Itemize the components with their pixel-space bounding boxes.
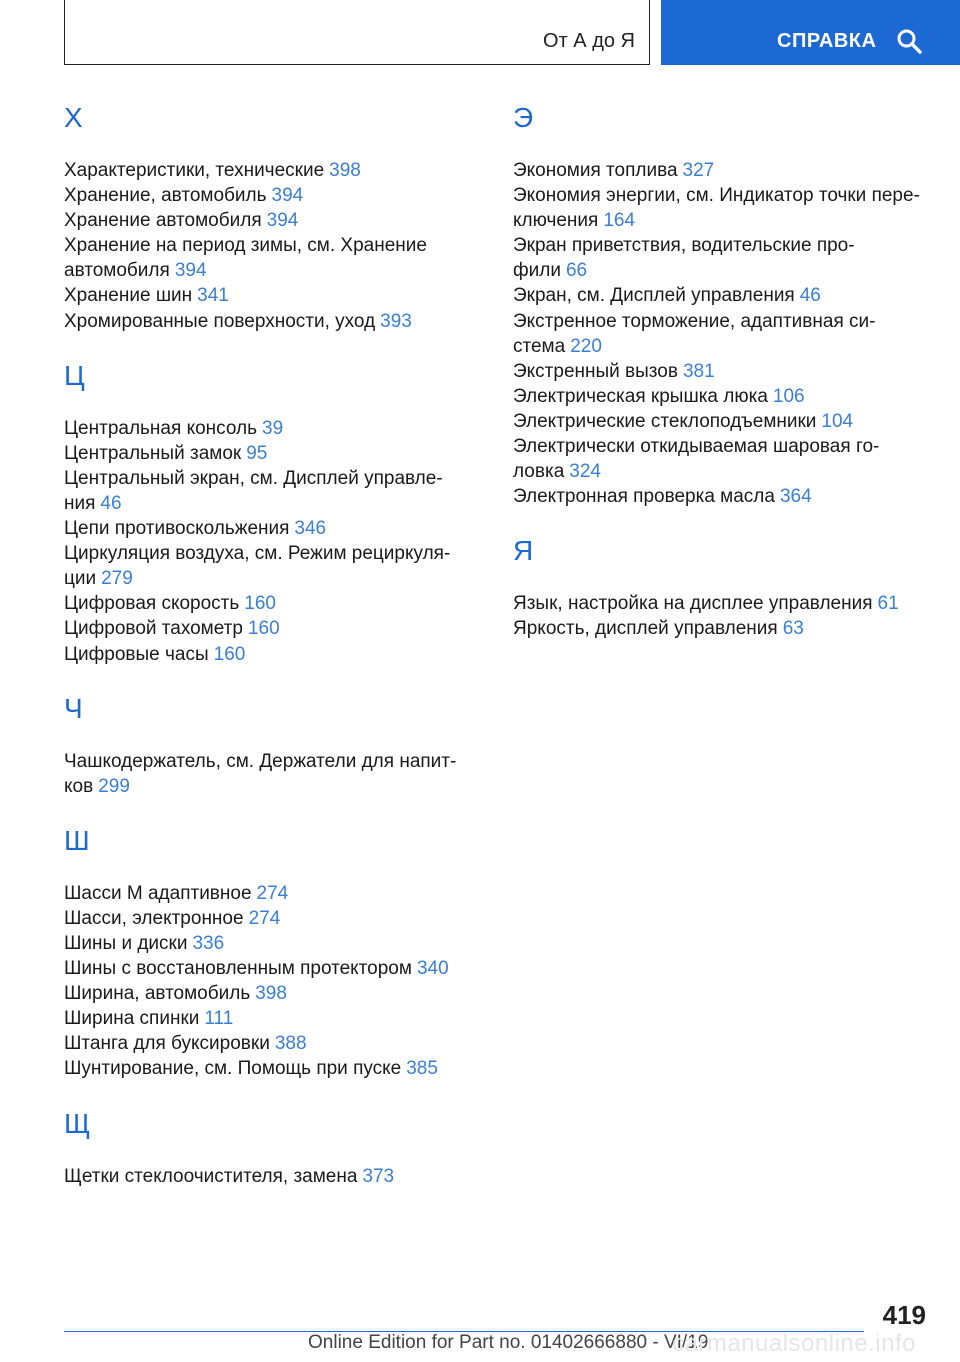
index-section — [64, 821, 464, 1082]
section-letter: Ч — [64, 692, 83, 724]
entry-text: Экран приветствия, водительские про- — [513, 235, 855, 257]
index-entry — [513, 409, 933, 434]
page-number: 419 — [882, 1300, 926, 1330]
index-column-left — [64, 98, 464, 1211]
entry-text: Хранение автомобиля — [64, 210, 262, 232]
entry-continuation — [513, 459, 933, 484]
page-link[interactable]: 336 — [192, 932, 225, 954]
section-letter: Э — [513, 102, 534, 133]
index-section — [64, 356, 464, 667]
index-entry — [513, 233, 933, 283]
section-letter: Ц — [64, 359, 85, 391]
index-entry — [513, 158, 933, 183]
page-link[interactable]: 164 — [603, 210, 636, 232]
page-link[interactable]: 346 — [294, 518, 327, 540]
index-entry — [513, 309, 933, 359]
entry-text: Шины и диски — [64, 932, 188, 954]
watermark: carmanualsonline.info — [672, 1330, 916, 1357]
entry-text: Хранение, автомобиль — [64, 185, 267, 207]
entry-continuation — [513, 258, 933, 283]
entry-continuation — [64, 566, 464, 591]
page-link[interactable]: 394 — [266, 210, 299, 232]
entry-text: Цифровой тахометр — [64, 618, 243, 640]
entry-continuation — [64, 491, 464, 516]
page-link[interactable]: 341 — [197, 285, 229, 307]
index-entry — [64, 516, 464, 541]
index-entry — [513, 183, 933, 233]
page-link[interactable]: 63 — [782, 618, 804, 640]
page-link[interactable]: 106 — [772, 385, 805, 407]
entry-text: Цифровая скорость — [64, 593, 240, 615]
entry-continuation-text: автомобиля — [64, 260, 170, 282]
entry-text: Хранение шин — [64, 285, 193, 307]
page-link[interactable]: 61 — [877, 593, 899, 615]
page-link[interactable]: 274 — [248, 907, 281, 929]
index-entry — [64, 642, 464, 667]
entry-text: Экстренный вызов — [513, 360, 678, 382]
entry-text: Центральная консоль — [64, 417, 257, 439]
footer-edition: Online Edition for Part no. 01402666880 - VI/19 — [308, 1332, 709, 1353]
index-entry — [513, 616, 933, 641]
index-entry — [64, 208, 464, 233]
entry-text: Характеристики, технические — [64, 160, 325, 181]
entry-text: Ширина, автомобиль — [64, 983, 251, 1005]
entry-text: Цифровые часы — [64, 643, 209, 665]
entry-continuation-text: ния — [64, 492, 96, 514]
index-entry — [64, 541, 464, 591]
entry-continuation — [513, 334, 933, 359]
index-section — [64, 689, 464, 799]
entry-text: Штанга для буксировки — [64, 1033, 270, 1055]
index-column-right — [513, 98, 933, 664]
index-section — [513, 531, 933, 641]
page-link[interactable]: 95 — [246, 442, 268, 464]
index-entry — [64, 981, 464, 1006]
entry-text: Центральный экран, см. Дисплей управле- — [64, 467, 443, 489]
page-link[interactable]: 393 — [380, 310, 412, 332]
page-link[interactable]: 46 — [100, 492, 122, 514]
index-entry — [513, 484, 933, 509]
index-section — [64, 1104, 464, 1189]
index-section — [64, 98, 464, 334]
help-section-button[interactable] — [661, 0, 960, 65]
entry-text: Экономия топлива — [513, 160, 678, 181]
page-link[interactable]: 46 — [799, 285, 821, 307]
index-entry — [64, 466, 464, 516]
entry-continuation-text: стема — [513, 335, 566, 357]
page-link[interactable]: 364 — [779, 486, 812, 508]
index-entry — [64, 956, 464, 981]
entry-text: Циркуляция воздуха, см. Режим рециркуля- — [64, 543, 451, 565]
index-entry — [64, 233, 464, 283]
entry-continuation-text: ключения — [513, 210, 599, 232]
index-section — [513, 98, 933, 509]
entry-text: Электрическая крышка люка — [513, 385, 768, 407]
index-entry — [64, 1031, 464, 1056]
entry-continuation-text: ков — [64, 775, 94, 797]
entry-text: Шасси, электронное — [64, 907, 244, 929]
page-link[interactable]: 66 — [565, 260, 588, 282]
page-link[interactable]: 111 — [204, 1008, 234, 1030]
page-link[interactable]: 388 — [274, 1033, 307, 1055]
page-link[interactable]: 327 — [682, 160, 715, 181]
page-link[interactable]: 324 — [569, 461, 601, 483]
page-link[interactable]: 398 — [329, 160, 361, 181]
section-letter: Щ — [64, 1107, 91, 1139]
entry-text: Щетки стеклоочистителя, замена — [64, 1165, 358, 1187]
page-link[interactable]: 274 — [256, 882, 289, 904]
entry-continuation — [513, 208, 933, 233]
section-letter: Ш — [64, 824, 90, 856]
breadcrumb[interactable]: От А до Я — [543, 30, 635, 52]
page-link[interactable]: 394 — [174, 260, 207, 282]
search-icon[interactable] — [896, 28, 922, 54]
entry-continuation — [64, 774, 464, 799]
entry-continuation-text: ции — [64, 568, 97, 590]
entry-text: Язык, настройка на дисплее управления — [513, 593, 873, 615]
index-entry — [513, 591, 933, 616]
page-link[interactable]: 373 — [362, 1165, 395, 1187]
index-entry — [64, 183, 464, 208]
index-entry — [64, 1056, 464, 1081]
page-link[interactable]: 279 — [101, 568, 133, 590]
entry-text: Чашкодержатель, см. Держатели для напит- — [64, 750, 457, 772]
index-entry — [64, 931, 464, 956]
page-link[interactable]: 299 — [98, 775, 130, 797]
page-link[interactable]: 340 — [416, 958, 449, 980]
entry-text: Экстренное торможение, адаптивная си- — [513, 310, 876, 332]
entry-continuation-text: фили — [513, 260, 561, 282]
section-letter: Я — [513, 535, 534, 567]
page-link[interactable]: 381 — [682, 360, 715, 382]
page-link[interactable]: 220 — [570, 335, 602, 357]
entry-text: Электрические стеклоподъемники — [513, 410, 817, 432]
help-section-label: СПРАВКА — [777, 30, 877, 52]
entry-continuation-text: ловка — [513, 461, 565, 483]
index-entry — [513, 283, 933, 308]
index-entry — [64, 416, 464, 441]
page-link[interactable]: 394 — [271, 185, 304, 207]
entry-text: Яркость, дисплей управления — [513, 618, 778, 640]
entry-text: Шасси M адаптивное — [64, 882, 252, 904]
index-entry — [64, 1006, 464, 1031]
index-entry — [64, 441, 464, 466]
index-entry — [64, 881, 464, 906]
entry-text: Цепи противоскольжения — [64, 518, 290, 540]
index-entry — [64, 591, 464, 616]
entry-text: Центральный замок — [64, 442, 242, 464]
entry-text: Электрически откидываемая шаровая го- — [513, 436, 880, 458]
entry-text: Ширина спинки — [64, 1008, 200, 1030]
entry-text: Электронная проверка масла — [513, 486, 775, 508]
page-link[interactable]: 160 — [247, 618, 280, 640]
index-entry — [513, 359, 933, 384]
section-letter: Х — [64, 102, 83, 133]
index-entry — [64, 309, 464, 334]
header-breadcrumb-box — [64, 0, 650, 65]
index-entry — [64, 158, 464, 183]
page-link[interactable]: 160 — [244, 593, 276, 615]
page-link[interactable]: 104 — [821, 410, 854, 432]
index-entry — [513, 384, 933, 409]
index-entry — [64, 1164, 464, 1189]
page-link[interactable]: 160 — [213, 643, 246, 665]
page-link[interactable]: 398 — [255, 983, 287, 1005]
entry-text: Хромированные поверхности, уход — [64, 310, 376, 332]
entry-text: Шунтирование, см. Помощь при пуске — [64, 1058, 402, 1080]
page-link[interactable]: 385 — [406, 1058, 438, 1080]
page-link[interactable]: 39 — [262, 417, 284, 439]
entry-text: Шины с восстановленным протектором — [64, 958, 412, 980]
index-entry — [64, 749, 464, 799]
entry-continuation — [64, 258, 464, 283]
index-entry — [64, 616, 464, 641]
entry-text: Экономия энергии, см. Индикатор точки пере- — [513, 185, 920, 207]
index-entry — [64, 283, 464, 308]
entry-text: Хранение на период зимы, см. Хранение — [64, 235, 427, 257]
index-entry — [64, 906, 464, 931]
entry-text: Экран, см. Дисплей управления — [513, 285, 795, 307]
index-entry — [513, 434, 933, 484]
